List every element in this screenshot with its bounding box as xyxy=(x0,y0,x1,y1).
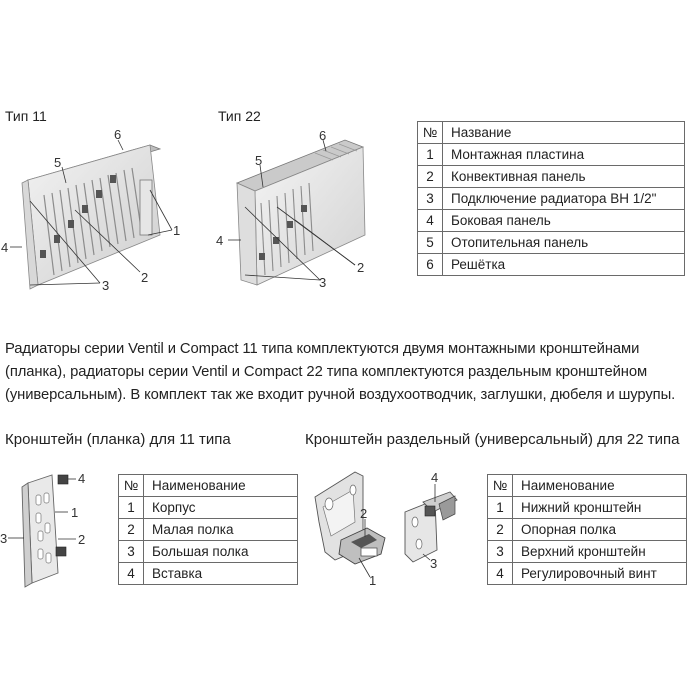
type11-callout-2: 2 xyxy=(141,270,149,285)
type11-callout-5: 5 xyxy=(54,155,62,170)
table-header-cell: № xyxy=(119,475,144,497)
table-cell: Нижний кронштейн xyxy=(513,497,687,519)
table-cell: Регулировочный винт xyxy=(513,563,687,585)
table-cell: 3 xyxy=(488,541,513,563)
bracket22-callout-2: 2 xyxy=(360,506,368,521)
table-cell: Опорная полка xyxy=(513,519,687,541)
table-cell: Малая полка xyxy=(144,519,298,541)
table-header-cell: Наименование xyxy=(513,475,687,497)
table-cell: 1 xyxy=(418,144,443,166)
type11-title: Тип 11 xyxy=(5,108,47,124)
table-cell: 1 xyxy=(119,497,144,519)
table-cell: 2 xyxy=(488,519,513,541)
table-cell: Решётка xyxy=(443,254,685,276)
table-row xyxy=(488,563,687,585)
table-cell: Конвективная панель xyxy=(443,166,685,188)
bracket11-illustration xyxy=(0,465,110,595)
table-cell: 2 xyxy=(119,519,144,541)
table-cell: 3 xyxy=(418,188,443,210)
table-row xyxy=(119,541,298,563)
table-cell: Вставка xyxy=(144,563,298,585)
bracket22-title: Кронштейн раздельный (универсальный) для 22 типа xyxy=(305,431,680,448)
table-cell: 4 xyxy=(119,563,144,585)
bracket22-callout-3: 3 xyxy=(430,556,438,571)
table-row xyxy=(418,210,685,232)
bracket11-callout-4: 4 xyxy=(78,471,86,486)
table-cell: 3 xyxy=(119,541,144,563)
components-table xyxy=(417,121,685,276)
type11-callout-6: 6 xyxy=(114,127,122,142)
table-cell: Корпус xyxy=(144,497,298,519)
table-row xyxy=(119,497,298,519)
bracket22-callout-4: 4 xyxy=(431,470,439,485)
table-row xyxy=(488,541,687,563)
radiator-type22-illustration xyxy=(215,125,405,300)
table-cell: Отопительная панель xyxy=(443,232,685,254)
bracket11-callout-1: 1 xyxy=(71,505,79,520)
table-cell: Подключение радиатора ВН 1/2" xyxy=(443,188,685,210)
table-row xyxy=(488,497,687,519)
bracket11-title: Кронштейн (планка) для 11 типа xyxy=(5,431,231,448)
radiator-type11-illustration xyxy=(0,125,200,300)
table-header-cell: Название xyxy=(443,122,685,144)
bracket22-callout-1: 1 xyxy=(369,573,377,587)
table-cell: Верхний кронштейн xyxy=(513,541,687,563)
table-row xyxy=(418,188,685,210)
table-row xyxy=(119,519,298,541)
type22-title: Тип 22 xyxy=(218,108,261,124)
bracket11-table xyxy=(118,474,298,585)
table-header-row xyxy=(418,122,685,144)
bracket11-callout-3: 3 xyxy=(0,531,8,546)
type22-callout-6: 6 xyxy=(319,128,327,143)
type22-callout-2: 2 xyxy=(357,260,365,275)
table-cell: Монтажная пластина xyxy=(443,144,685,166)
table-row xyxy=(418,232,685,254)
table-header-row xyxy=(119,475,298,497)
table-header-cell: № xyxy=(418,122,443,144)
table-row xyxy=(418,144,685,166)
table-cell: 4 xyxy=(488,563,513,585)
type11-callout-3: 3 xyxy=(102,278,110,293)
type22-callout-4: 4 xyxy=(216,233,224,248)
bracket22-illustration xyxy=(305,462,485,587)
table-cell: 1 xyxy=(488,497,513,519)
type11-callout-1: 1 xyxy=(173,223,181,238)
table-row xyxy=(119,563,298,585)
type22-callout-5: 5 xyxy=(255,153,263,168)
table-row xyxy=(418,254,685,276)
table-cell: 5 xyxy=(418,232,443,254)
table-header-cell: № xyxy=(488,475,513,497)
type11-callout-4: 4 xyxy=(1,240,9,255)
table-cell: 2 xyxy=(418,166,443,188)
table-cell: Большая полка xyxy=(144,541,298,563)
type22-callout-3: 3 xyxy=(319,275,327,290)
table-header-row xyxy=(488,475,687,497)
description-paragraph: Радиаторы серии Ventil и Compact 11 типа комплектуются двумя монтажными кронштейнами (планка), радиаторы серии Ventil и Compact 22 типа комплектуются раздельным кронштейном (универсальным). В комплект так же входит ручной воздухоотводчик, заглушки, дюбеля и шурупы. xyxy=(5,341,676,403)
table-row xyxy=(488,519,687,541)
table-row xyxy=(418,166,685,188)
table-header-cell: Наименование xyxy=(144,475,298,497)
table-cell: Боковая панель xyxy=(443,210,685,232)
table-cell: 6 xyxy=(418,254,443,276)
table-cell: 4 xyxy=(418,210,443,232)
bracket22-table xyxy=(487,474,687,585)
bracket11-callout-2: 2 xyxy=(78,532,86,547)
